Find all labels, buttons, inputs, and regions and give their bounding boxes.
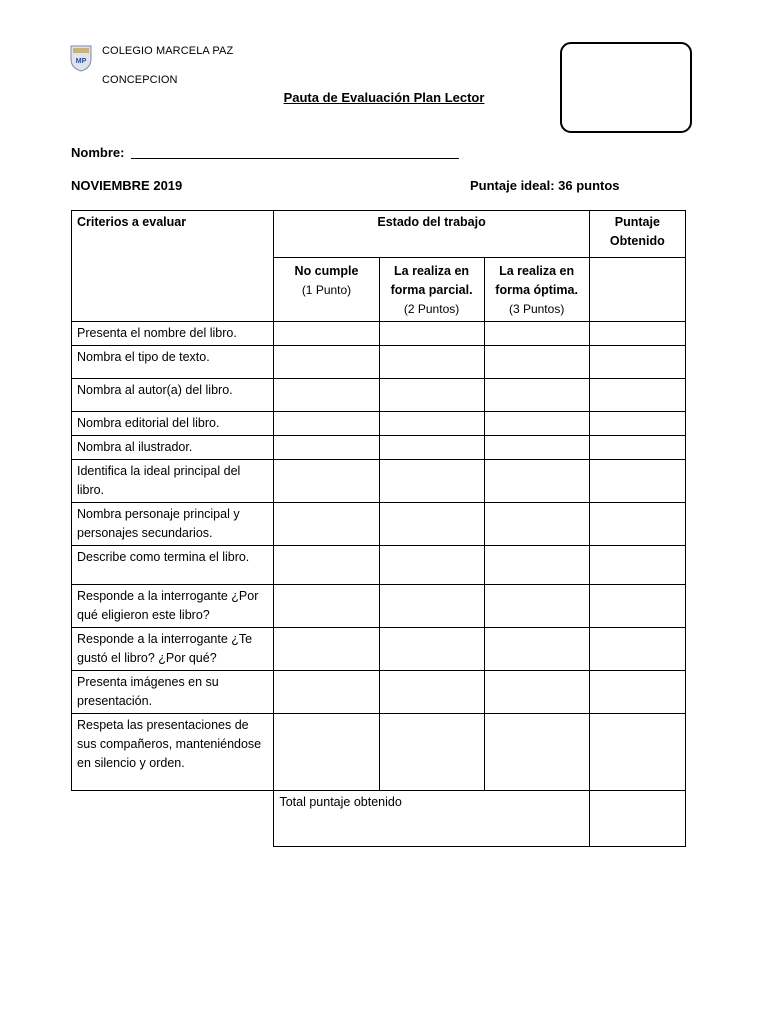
check-cell[interactable] <box>379 585 484 628</box>
table-row <box>72 412 686 436</box>
check-cell[interactable] <box>274 346 379 379</box>
check-cell[interactable] <box>484 714 589 791</box>
table-row <box>72 436 686 460</box>
empty-cell <box>72 791 274 847</box>
table-row <box>72 714 686 791</box>
check-cell[interactable] <box>484 436 589 460</box>
check-cell[interactable] <box>379 628 484 671</box>
total-row <box>72 791 686 847</box>
school-city: CONCEPCION <box>102 74 178 86</box>
check-cell[interactable] <box>379 379 484 412</box>
check-cell[interactable] <box>274 460 379 503</box>
level-no-cumple: No cumple (1 Punto) <box>274 258 379 322</box>
criterion-label: Responde a la interrogante ¿Te gustó el libro? ¿Por qué? <box>72 628 274 671</box>
criterion-label: Nombra editorial del libro. <box>72 412 274 436</box>
name-label: Nombre: <box>71 145 125 160</box>
check-cell[interactable] <box>484 412 589 436</box>
criterion-label: Responde a la interrogante ¿Por qué eligieron este libro? <box>72 585 274 628</box>
check-cell[interactable] <box>484 460 589 503</box>
check-cell[interactable] <box>484 671 589 714</box>
table-row <box>72 503 686 546</box>
check-cell[interactable] <box>379 346 484 379</box>
score-cell[interactable] <box>589 346 685 379</box>
check-cell[interactable] <box>379 436 484 460</box>
ideal-score-label: Puntaje ideal: 36 puntos <box>470 178 620 193</box>
check-cell[interactable] <box>484 346 589 379</box>
check-cell[interactable] <box>484 585 589 628</box>
crest-letters: MP <box>75 58 87 65</box>
school-name: COLEGIO MARCELA PAZ <box>102 45 234 57</box>
score-cell[interactable] <box>589 258 685 322</box>
criterion-label: Presenta imágenes en su presentación. <box>72 671 274 714</box>
name-field-line[interactable] <box>131 158 459 159</box>
score-cell[interactable] <box>589 322 685 346</box>
score-cell[interactable] <box>589 503 685 546</box>
rubric-table <box>71 210 686 847</box>
criterion-label: Respeta las presentaciones de sus compañeros, manteniéndose en silencio y orden. <box>72 714 274 791</box>
school-crest-icon <box>70 44 92 72</box>
table-row <box>72 379 686 412</box>
table-row <box>72 460 686 503</box>
table-row <box>72 322 686 346</box>
criterion-label: Nombra el tipo de texto. <box>72 346 274 379</box>
check-cell[interactable] <box>379 460 484 503</box>
score-cell[interactable] <box>589 460 685 503</box>
table-row <box>72 628 686 671</box>
page-title: Pauta de Evaluación Plan Lector <box>283 90 485 105</box>
month-label: NOVIEMBRE 2019 <box>71 178 183 193</box>
criterion-label: Nombra al autor(a) del libro. <box>72 379 274 412</box>
grade-box <box>560 42 692 133</box>
level-optima: La realiza en forma óptima. (3 Puntos) <box>484 258 589 322</box>
total-score-cell[interactable] <box>589 791 685 847</box>
score-cell[interactable] <box>589 628 685 671</box>
check-cell[interactable] <box>274 322 379 346</box>
check-cell[interactable] <box>484 503 589 546</box>
check-cell[interactable] <box>274 628 379 671</box>
score-cell[interactable] <box>589 671 685 714</box>
table-row <box>72 671 686 714</box>
header-criteria: Criterios a evaluar <box>72 211 274 322</box>
table-row <box>72 585 686 628</box>
criterion-label: Presenta el nombre del libro. <box>72 322 274 346</box>
check-cell[interactable] <box>484 322 589 346</box>
check-cell[interactable] <box>379 412 484 436</box>
check-cell[interactable] <box>379 546 484 585</box>
check-cell[interactable] <box>379 503 484 546</box>
criterion-label: Identifica la ideal principal del libro. <box>72 460 274 503</box>
check-cell[interactable] <box>379 714 484 791</box>
level-parcial: La realiza en forma parcial. (2 Puntos) <box>379 258 484 322</box>
total-label: Total puntaje obtenido <box>274 791 589 847</box>
table-row <box>72 546 686 585</box>
check-cell[interactable] <box>274 412 379 436</box>
check-cell[interactable] <box>484 628 589 671</box>
criterion-label: Nombra al ilustrador. <box>72 436 274 460</box>
table-row <box>72 346 686 379</box>
criterion-label: Nombra personaje principal y personajes secundarios. <box>72 503 274 546</box>
check-cell[interactable] <box>274 436 379 460</box>
check-cell[interactable] <box>274 546 379 585</box>
check-cell[interactable] <box>274 714 379 791</box>
check-cell[interactable] <box>274 503 379 546</box>
criterion-label: Describe como termina el libro. <box>72 546 274 585</box>
score-cell[interactable] <box>589 714 685 791</box>
score-cell[interactable] <box>589 412 685 436</box>
check-cell[interactable] <box>274 585 379 628</box>
check-cell[interactable] <box>274 379 379 412</box>
score-cell[interactable] <box>589 436 685 460</box>
check-cell[interactable] <box>274 671 379 714</box>
check-cell[interactable] <box>484 546 589 585</box>
check-cell[interactable] <box>379 322 484 346</box>
check-cell[interactable] <box>379 671 484 714</box>
score-cell[interactable] <box>589 379 685 412</box>
header-score: Puntaje Obtenido <box>589 211 685 258</box>
check-cell[interactable] <box>484 379 589 412</box>
score-cell[interactable] <box>589 546 685 585</box>
score-cell[interactable] <box>589 585 685 628</box>
header-work-state: Estado del trabajo <box>274 211 589 258</box>
